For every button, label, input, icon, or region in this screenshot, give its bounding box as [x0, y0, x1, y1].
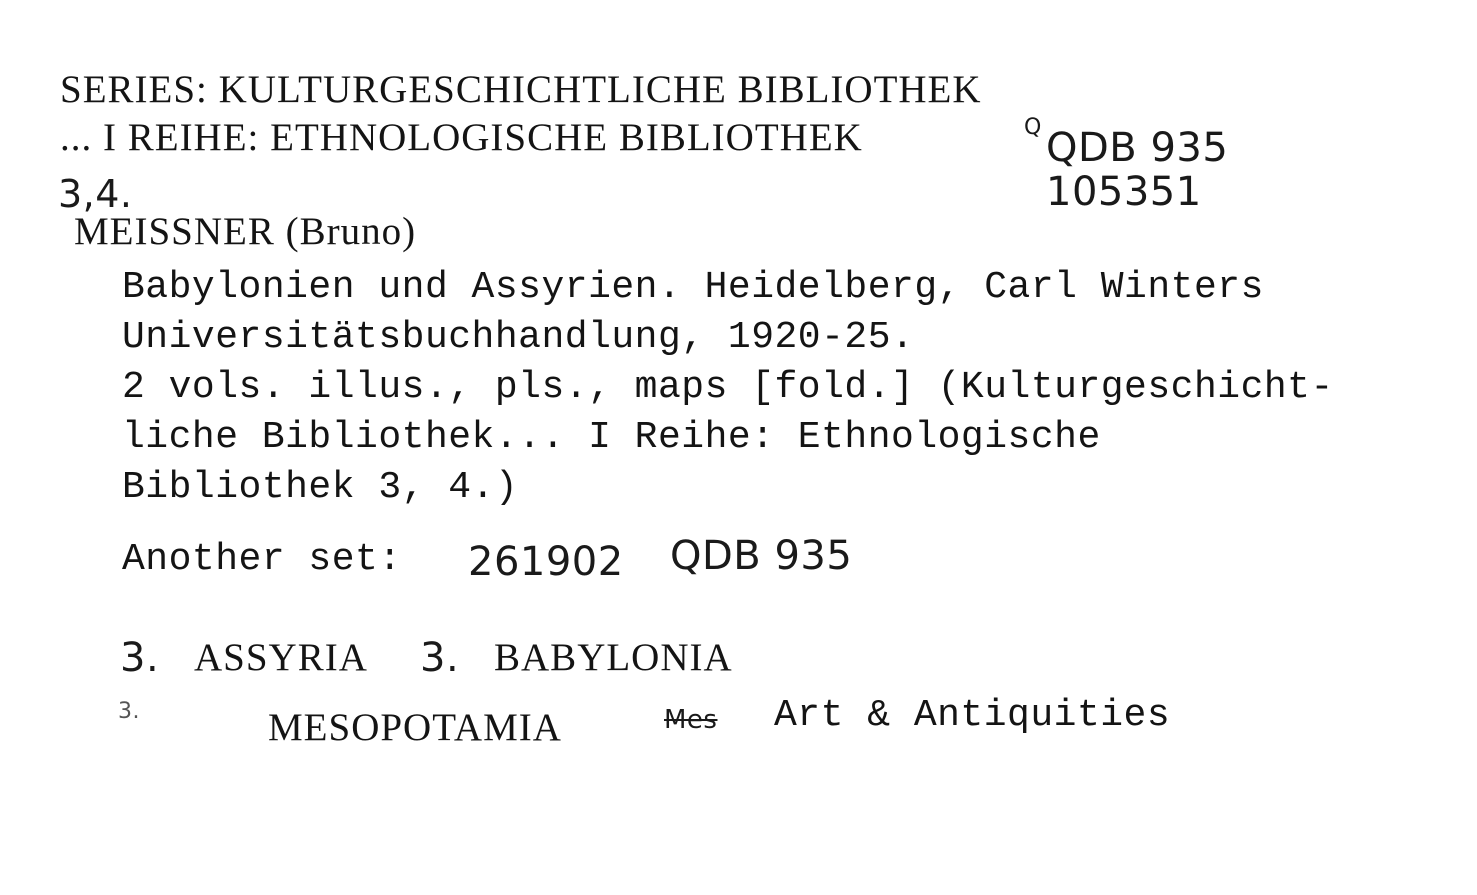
subject-4: Art & Antiquities: [774, 694, 1171, 737]
series-line-1: SERIES: KULTURGESCHICHTLICHE BIBLIOTHEK: [60, 68, 982, 111]
subject-1: ASSYRIA: [194, 636, 368, 679]
subject-3: MESOPOTAMIA: [268, 706, 562, 749]
accession-number: 105351: [1046, 169, 1202, 215]
another-set-number: 261902: [468, 539, 624, 585]
body-line-5: Bibliothek 3, 4.): [122, 466, 519, 509]
another-set-call-number: QDB 935: [670, 533, 853, 579]
another-set-label: Another set:: [122, 538, 402, 581]
author-heading: MEISSNER (Bruno): [74, 210, 417, 253]
body-line-2: Universitätsbuchhandlung, 1920-25.: [122, 316, 915, 359]
body-line-3: 2 vols. illus., pls., maps [fold.] (Kulturgeschicht-: [122, 366, 1334, 409]
body-line-1: Babylonien und Assyrien. Heidelberg, Carl Winters: [122, 266, 1264, 309]
call-number-prefix: Q: [1024, 115, 1042, 140]
series-line-2: ... I REIHE: ETHNOLOGISCHE BIBLIOTHEK: [60, 116, 863, 159]
subject-4-struck-prefix: Mes: [664, 705, 718, 735]
subject-1-number: 3.: [120, 635, 160, 681]
subject-2-number: 3.: [420, 635, 460, 681]
subject-2: BABYLONIA: [494, 636, 733, 679]
body-line-4: liche Bibliothek... I Reihe: Ethnologische: [122, 416, 1101, 459]
call-number: QDB 935: [1046, 125, 1229, 171]
subject-3-number: 3.: [118, 699, 140, 724]
series-volumes: 3,4.: [58, 172, 133, 216]
